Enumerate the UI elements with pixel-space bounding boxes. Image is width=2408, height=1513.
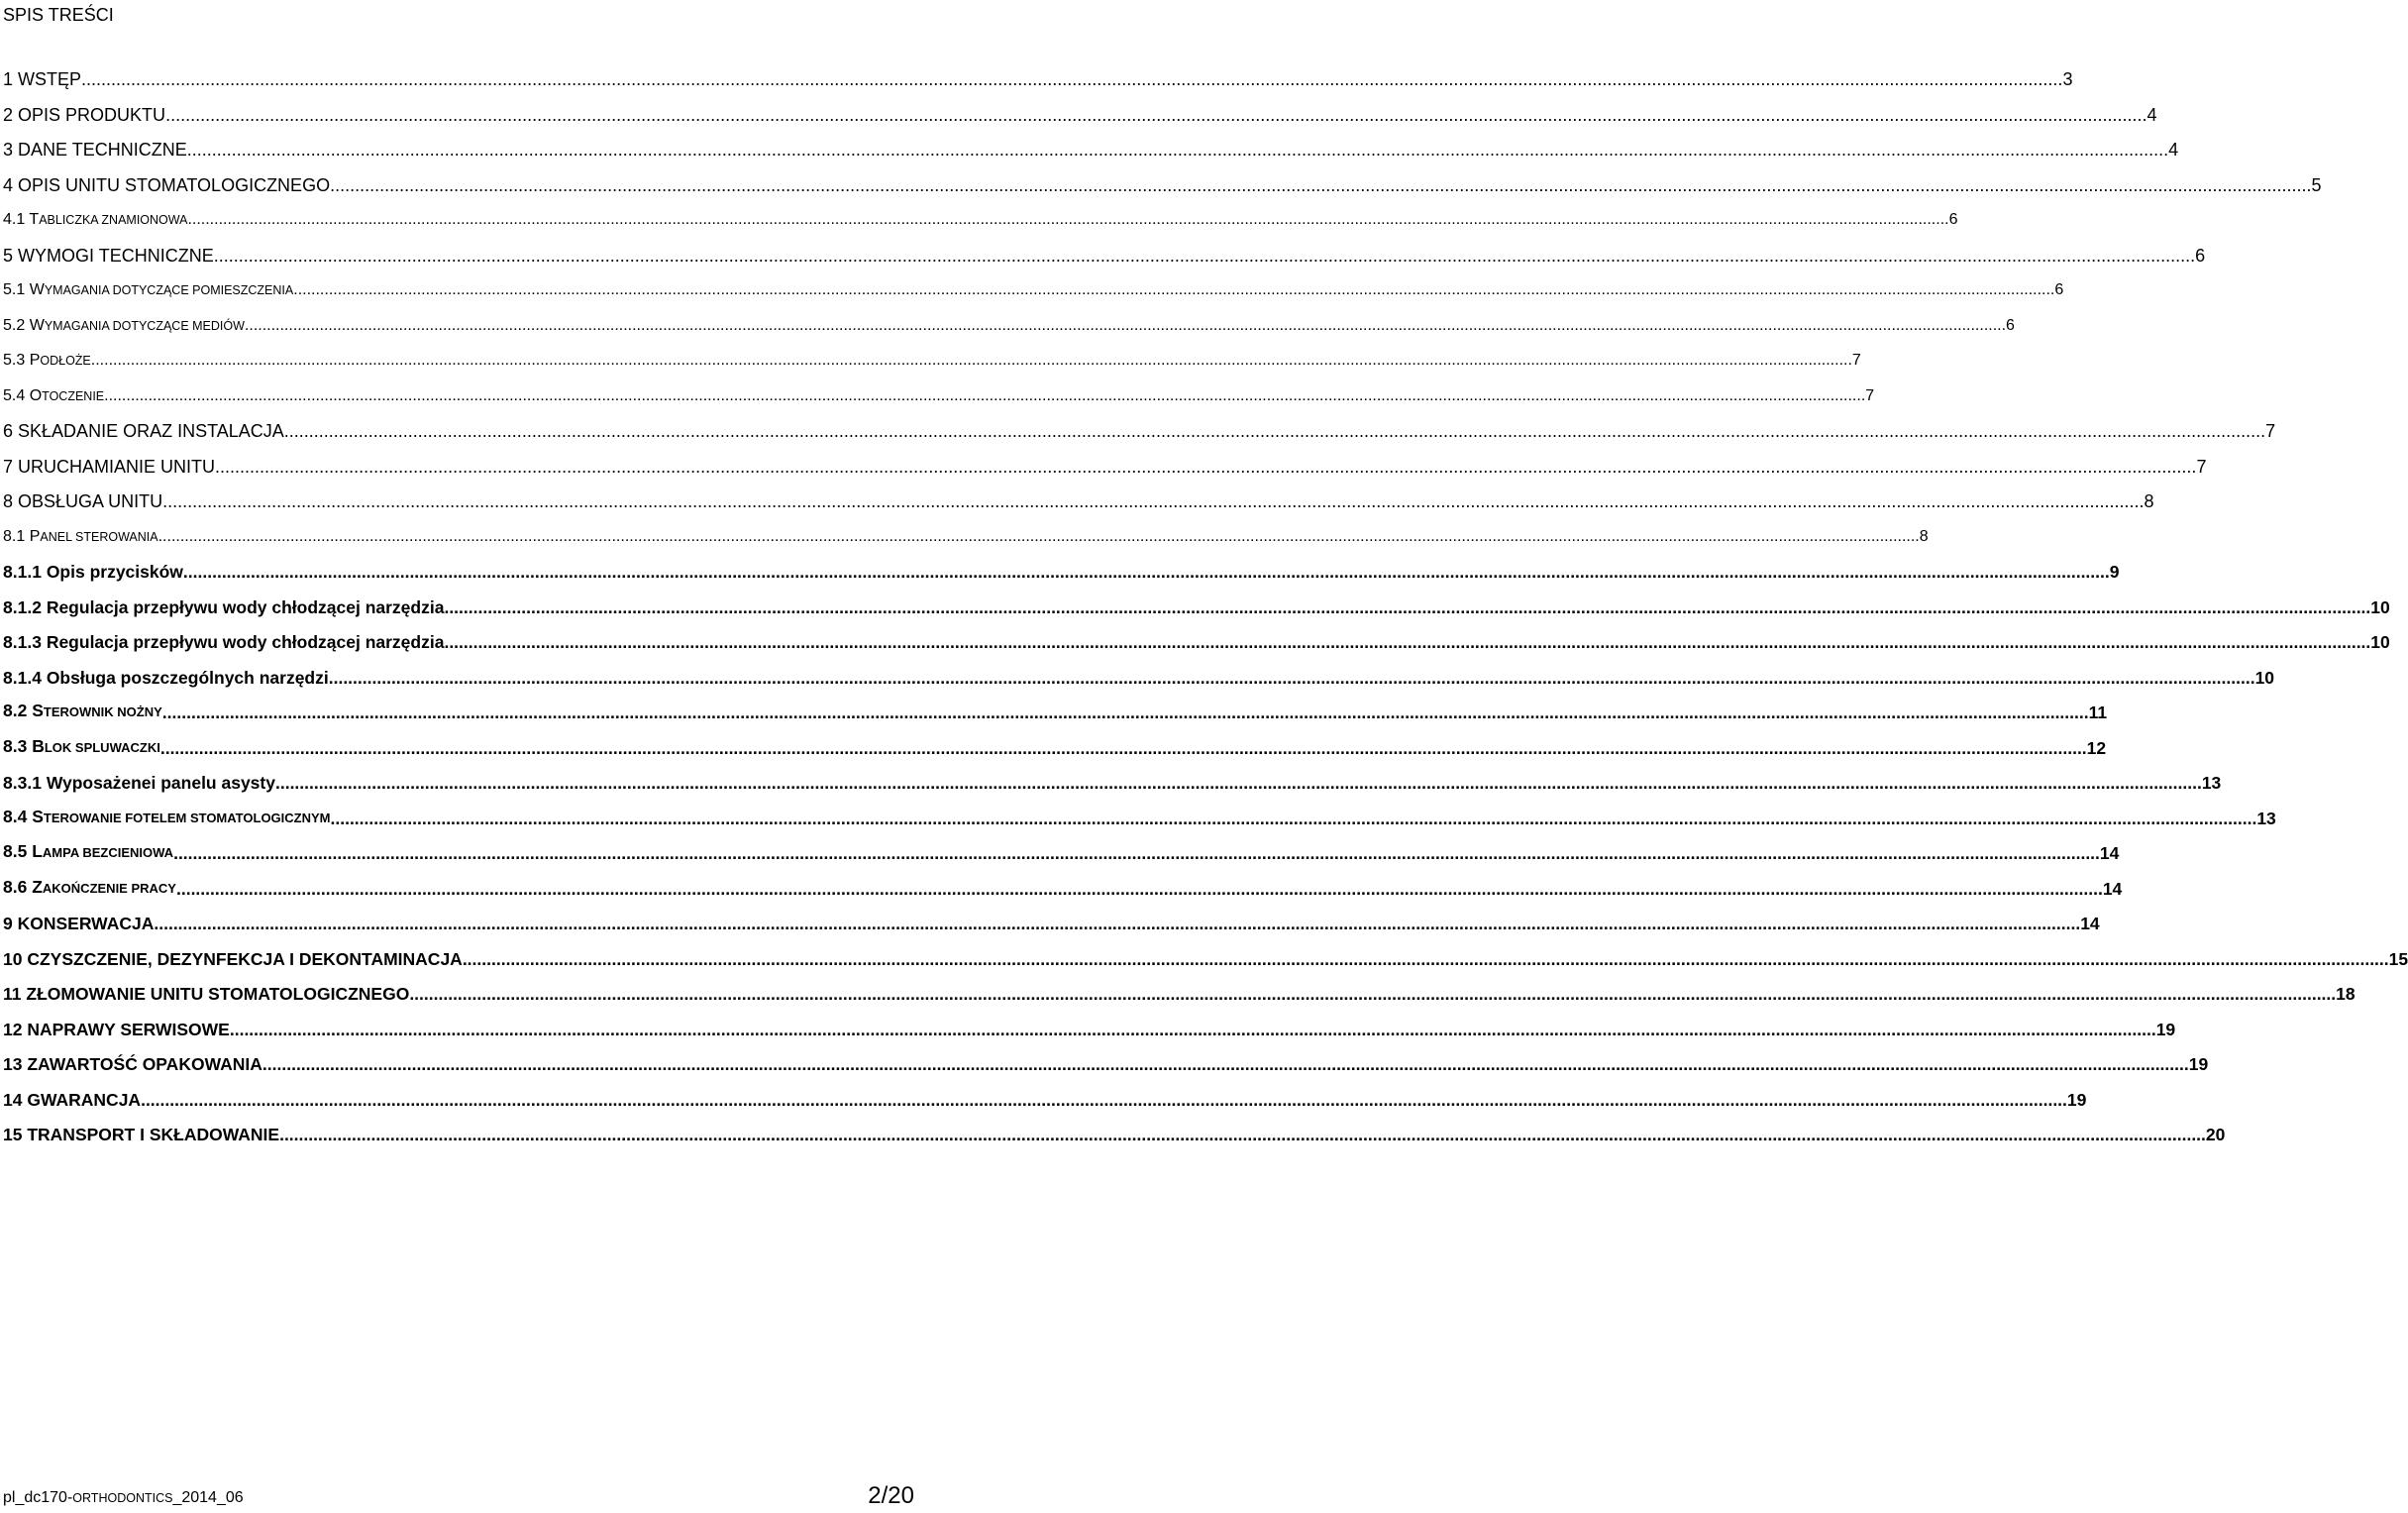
toc-entry-title-rest: TEROWANIE FOTELEM STOMATOLOGICZNYM: [43, 811, 331, 825]
toc-entry-number: 8.1.2: [3, 597, 42, 617]
toc-entry-number: 9: [3, 914, 13, 933]
toc-entry-title: OBSŁUGA UNITU: [18, 491, 163, 511]
toc-entry-title-rest: AMPA BEZCIENIOWA: [42, 845, 174, 860]
toc-entry-title: Z: [32, 877, 43, 897]
document-id-name: ORTHODONTICS: [72, 1491, 173, 1505]
toc-entry-title: W: [29, 281, 45, 298]
toc-leader-dots: ................................................................................................................................................................................................................................................................................................................................................................................................................: [279, 1125, 2206, 1144]
toc-entry-label: [3, 981, 409, 1007]
toc-entry[interactable]: [3, 1122, 2226, 1147]
toc-entry-label: [3, 665, 329, 691]
toc-entry-page: 7: [1865, 387, 1875, 404]
toc-entry-title: WYMOGI TECHNICZNE: [18, 246, 214, 266]
toc-entry-number: 12: [3, 1020, 23, 1039]
toc-entry[interactable]: [3, 313, 2015, 339]
toc-entry[interactable]: [3, 277, 2064, 303]
toc-entry-page: 8: [2144, 491, 2154, 511]
toc-entry-number: 2: [3, 105, 14, 125]
toc-entry[interactable]: [3, 559, 2120, 585]
toc-entry-title: Obsługa poszczególnych narzędzi: [46, 668, 329, 688]
toc-leader-dots: ................................................................................................................................................................................................................................................................................................................................................................................................................: [328, 668, 2255, 688]
toc-entry-number: 6: [3, 421, 14, 441]
toc-entry[interactable]: [3, 66, 2073, 92]
toc-entry-number: 5.3: [3, 352, 26, 369]
toc-entry-page: 6: [2054, 281, 2064, 298]
toc-entry[interactable]: [3, 629, 2390, 655]
toc-leader-dots: ................................................................................................................................................................................................................................................................................................................................................................................................................: [165, 105, 2147, 125]
toc-leader-dots: ................................................................................................................................................................................................................................................................................................................................................................................................................: [182, 562, 2110, 582]
toc-leader-dots: ................................................................................................................................................................................................................................................................................................................................................................................................................: [409, 984, 2337, 1004]
toc-entry-label: [3, 770, 275, 796]
toc-leader-dots: ................................................................................................................................................................................................................................................................................................................................................................................................................: [162, 491, 2145, 511]
toc-entry-label: [3, 66, 81, 92]
toc-entry[interactable]: [3, 488, 2154, 514]
toc-entry[interactable]: [3, 172, 2322, 198]
toc-leader-dots: ................................................................................................................................................................................................................................................................................................................................................................................................................: [161, 702, 2089, 722]
toc-entry-number: 8.6: [3, 877, 28, 897]
toc-leader-dots: ................................................................................................................................................................................................................................................................................................................................................................................................................: [154, 914, 2081, 933]
toc-entry-label: [3, 1017, 230, 1042]
toc-entry[interactable]: [3, 946, 2408, 972]
document-id: [3, 1486, 244, 1510]
toc-entry-number: 8.1.1: [3, 562, 42, 582]
toc-entry-title-rest: ODŁOŻE: [40, 354, 91, 368]
toc-leader-dots: ................................................................................................................................................................................................................................................................................................................................................................................................................: [330, 809, 2257, 828]
toc-entry-title: L: [32, 841, 43, 861]
toc-entry-number: 11: [3, 984, 22, 1004]
toc-entry-label: [3, 1051, 262, 1077]
toc-entry-number: 8.3.1: [3, 773, 42, 793]
toc-entry-label: [3, 698, 162, 725]
toc-entry-page: 10: [2370, 632, 2390, 652]
toc-entry[interactable]: [3, 102, 2157, 128]
toc-leader-dots: ................................................................................................................................................................................................................................................................................................................................................................................................................: [244, 317, 2007, 334]
toc-entry-number: 5.4: [3, 387, 26, 404]
toc-entry-title: S: [32, 701, 44, 720]
toc-entry-title: DANE TECHNICZNE: [18, 140, 187, 160]
toc-entry[interactable]: [3, 137, 2179, 162]
toc-entry-title: WSTĘP: [18, 69, 82, 89]
toc-entry-title-rest: ABLICZKA ZNAMIONOWA: [39, 213, 188, 227]
toc-entry-title-rest: YMAGANIA DOTYCZĄCE MEDIÓW: [44, 319, 245, 333]
toc-entry[interactable]: [3, 806, 2276, 831]
toc-entry-number: 8: [3, 491, 14, 511]
toc-entry-title: O: [29, 387, 43, 404]
document-id-suffix: _2014_06: [172, 1489, 244, 1506]
toc-entry-number: 4.1: [3, 211, 26, 228]
toc-leader-dots: ................................................................................................................................................................................................................................................................................................................................................................................................................: [159, 738, 2087, 758]
toc-entry[interactable]: [3, 348, 1861, 374]
toc-leader-dots: ................................................................................................................................................................................................................................................................................................................................................................................................................: [90, 352, 1852, 369]
toc-entry-page: 7: [2265, 421, 2276, 441]
toc-entry-page: 10: [2254, 668, 2275, 688]
toc-entry-number: 8.3: [3, 736, 28, 756]
toc-entry-label: [3, 804, 331, 831]
toc-entry-page: 19: [2188, 1054, 2209, 1074]
toc-entry-title: SKŁADANIE ORAZ INSTALACJA: [18, 421, 284, 441]
toc-entry-number: 4: [3, 175, 14, 195]
toc-entry-number: 8.5: [3, 841, 28, 861]
toc-entry-number: 5.1: [3, 281, 26, 298]
toc-entry-label: [3, 383, 104, 409]
toc-entry-label: [3, 313, 245, 339]
toc-entry[interactable]: [3, 207, 1958, 233]
toc-entry-title: ZAWARTOŚĆ OPAKOWANIA: [27, 1054, 262, 1074]
toc-entry-number: 8.2: [3, 701, 28, 720]
toc-entry-page: 6: [2195, 246, 2206, 266]
toc-leader-dots: ................................................................................................................................................................................................................................................................................................................................................................................................................: [213, 246, 2196, 266]
toc-entry-title: KONSERWACJA: [17, 914, 155, 933]
toc-entry-page: 19: [2066, 1090, 2087, 1110]
toc-entry-title-rest: TEROWNIK NOŻNY: [43, 704, 162, 719]
toc-entry-title: Wyposażenei panelu asysty: [46, 773, 275, 793]
toc-entry-label: [3, 733, 160, 761]
toc-entry-page: 9: [2109, 562, 2120, 582]
toc-leader-dots: ................................................................................................................................................................................................................................................................................................................................................................................................................: [173, 843, 2100, 863]
toc-entry-page: 7: [2196, 457, 2207, 477]
toc-entry-page: 5: [2311, 175, 2322, 195]
toc-entry-label: [3, 137, 187, 162]
toc-entry-label: [3, 559, 183, 585]
toc-entry-title: W: [29, 317, 45, 334]
toc-entry-number: 8.1: [3, 528, 26, 545]
toc-entry-page: 8: [1919, 528, 1929, 545]
toc-entry-title-rest: TOCZENIE: [42, 389, 105, 403]
toc-entry-title: Opis przycisków: [46, 562, 183, 582]
toc-entry-page: 14: [2102, 879, 2123, 899]
document-id-prefix: pl_dc170-: [3, 1489, 73, 1506]
toc-entry-page: 11: [2088, 702, 2108, 722]
toc-entry-page: 6: [2006, 317, 2015, 334]
toc-leader-dots: ................................................................................................................................................................................................................................................................................................................................................................................................................: [462, 949, 2389, 969]
toc-entry-label: [3, 172, 330, 198]
toc-leader-dots: ................................................................................................................................................................................................................................................................................................................................................................................................................: [330, 175, 2312, 195]
toc-entry[interactable]: [3, 911, 2100, 936]
toc-entry-label: [3, 102, 165, 128]
toc-entry-label: [3, 348, 91, 374]
toc-entry-label: [3, 243, 214, 269]
toc-entry[interactable]: [3, 594, 2390, 620]
toc-entry-label: [3, 911, 154, 936]
toc-entry-label: [3, 1087, 141, 1113]
toc-entry[interactable]: [3, 770, 2222, 796]
toc-entry-number: 8.1.4: [3, 668, 42, 688]
toc-leader-dots: ................................................................................................................................................................................................................................................................................................................................................................................................................: [141, 1090, 2067, 1110]
toc-leader-dots: ................................................................................................................................................................................................................................................................................................................................................................................................................: [215, 457, 2197, 477]
toc-entry-page: 6: [1948, 211, 1958, 228]
toc-entry-number: 5: [3, 246, 14, 266]
toc-leader-dots: ................................................................................................................................................................................................................................................................................................................................................................................................................: [104, 387, 1866, 404]
toc-entry[interactable]: [3, 735, 2107, 761]
toc-entry-page: 20: [2205, 1125, 2226, 1144]
toc-entry-number: 3: [3, 140, 14, 160]
toc-entry-title: P: [29, 528, 41, 545]
toc-entry-page: 13: [2201, 773, 2222, 793]
toc-entry[interactable]: [3, 454, 2207, 480]
toc-entry-title: GWARANCJA: [27, 1090, 142, 1110]
toc-entry-label: [3, 454, 215, 480]
toc-entry[interactable]: [3, 1051, 2209, 1077]
toc-entry-number: 5.2: [3, 317, 26, 334]
toc-entry-title: Regulacja przepływu wody chłodzącej narzędzia: [46, 632, 445, 652]
toc-entry-title: T: [29, 211, 40, 228]
toc-entry[interactable]: [3, 383, 1875, 409]
toc-entry[interactable]: [3, 876, 2123, 902]
toc-leader-dots: ................................................................................................................................................................................................................................................................................................................................................................................................................: [262, 1054, 2189, 1074]
toc-entry-number: 14: [3, 1090, 23, 1110]
toc-entry-title: ZŁOMOWANIE UNITU STOMATOLOGICZNEGO: [26, 984, 410, 1004]
toc-entry-label: [3, 207, 187, 233]
toc-entry[interactable]: [3, 981, 2356, 1007]
toc-entry-label: [3, 277, 293, 303]
toc-entry[interactable]: [3, 524, 1929, 550]
toc-entry[interactable]: [3, 700, 2108, 725]
toc-entry-title: OPIS PRODUKTU: [18, 105, 166, 125]
toc-entry[interactable]: [3, 418, 2276, 444]
page-number: 2/20: [868, 1482, 914, 1509]
toc-leader-dots: ................................................................................................................................................................................................................................................................................................................................................................................................................: [274, 773, 2202, 793]
toc-entry-label: [3, 629, 444, 655]
toc-entry-number: 13: [3, 1054, 23, 1074]
toc-entry-title: P: [29, 352, 41, 369]
toc-entry[interactable]: [3, 243, 2206, 269]
toc-entry-page: 18: [2336, 984, 2356, 1004]
toc-entry-label: [3, 594, 444, 620]
toc-entry-page: 4: [2168, 140, 2179, 160]
toc-entry-page: 14: [2080, 914, 2100, 933]
toc-entry-page: 12: [2086, 738, 2107, 758]
toc-leader-dots: ................................................................................................................................................................................................................................................................................................................................................................................................................: [81, 69, 2063, 89]
toc-entry-number: 8.4: [3, 807, 28, 826]
toc-leader-dots: ................................................................................................................................................................................................................................................................................................................................................................................................................: [283, 421, 2266, 441]
toc-entry[interactable]: [3, 1087, 2087, 1113]
toc-entry-label: [3, 524, 158, 550]
toc-entry[interactable]: [3, 665, 2275, 691]
toc-entry-page: 13: [2256, 809, 2276, 828]
toc-entry-title-rest: ANEL STEROWANIA: [40, 530, 158, 544]
toc-entry-number: 8.1.3: [3, 632, 42, 652]
toc-entry-label: [3, 838, 173, 866]
toc-entry-title: S: [32, 807, 44, 826]
toc-entry-page: 15: [2388, 949, 2408, 969]
toc-leader-dots: ................................................................................................................................................................................................................................................................................................................................................................................................................: [444, 597, 2371, 617]
toc-entry-label: [3, 946, 463, 972]
toc-entry[interactable]: [3, 840, 2120, 866]
toc-leader-dots: ................................................................................................................................................................................................................................................................................................................................................................................................................: [187, 211, 1949, 228]
toc-entry[interactable]: [3, 1017, 2176, 1042]
toc-entry-page: 14: [2099, 843, 2120, 863]
toc-entry-title: URUCHAMIANIE UNITU: [18, 457, 216, 477]
toc-entry-number: 7: [3, 457, 14, 477]
toc-entry-number: 15: [3, 1125, 23, 1144]
toc-entry-title: OPIS UNITU STOMATOLOGICZNEGO: [18, 175, 331, 195]
toc-entry-title: Regulacja przepływu wody chłodzącej narzędzia: [46, 597, 445, 617]
toc-entry-number: 1: [3, 69, 14, 89]
toc-entry-page: 10: [2370, 597, 2390, 617]
toc-entry-label: [3, 874, 176, 902]
toc-entry-page: 4: [2146, 105, 2157, 125]
toc-leader-dots: ................................................................................................................................................................................................................................................................................................................................................................................................................: [175, 879, 2103, 899]
toc-entry-title: TRANSPORT I SKŁADOWANIE: [27, 1125, 280, 1144]
toc-leader-dots: ................................................................................................................................................................................................................................................................................................................................................................................................................: [157, 528, 1920, 545]
toc-entry-title-rest: YMAGANIA DOTYCZĄCE POMIESZCZENIA: [44, 283, 294, 297]
toc-entry-title: NAPRAWY SERWISOWE: [27, 1020, 230, 1039]
toc-leader-dots: ................................................................................................................................................................................................................................................................................................................................................................................................................: [186, 140, 2169, 160]
toc-leader-dots: ................................................................................................................................................................................................................................................................................................................................................................................................................: [444, 632, 2371, 652]
toc-entry-page: 3: [2062, 69, 2073, 89]
toc-entry-title: B: [32, 736, 45, 756]
page-title: SPIS TREŚCI: [3, 5, 114, 25]
toc-entry-title: CZYSZCZENIE, DEZYNFEKCJA I DEKONTAMINACJA: [27, 949, 463, 969]
toc-leader-dots: ................................................................................................................................................................................................................................................................................................................................................................................................................: [229, 1020, 2156, 1039]
toc-entry-label: [3, 1122, 279, 1147]
toc-entry-title-rest: AKOŃCZENIE PRACY: [42, 881, 176, 896]
toc-leader-dots: ................................................................................................................................................................................................................................................................................................................................................................................................................: [293, 281, 2055, 298]
toc-entry-label: [3, 488, 162, 514]
toc-entry-title-rest: LOK SPLUWACZKI: [44, 740, 160, 755]
toc-entry-page: 7: [1851, 352, 1861, 369]
toc-entry-page: 19: [2155, 1020, 2176, 1039]
toc-entry-label: [3, 418, 284, 444]
toc-entry-number: 10: [3, 949, 23, 969]
